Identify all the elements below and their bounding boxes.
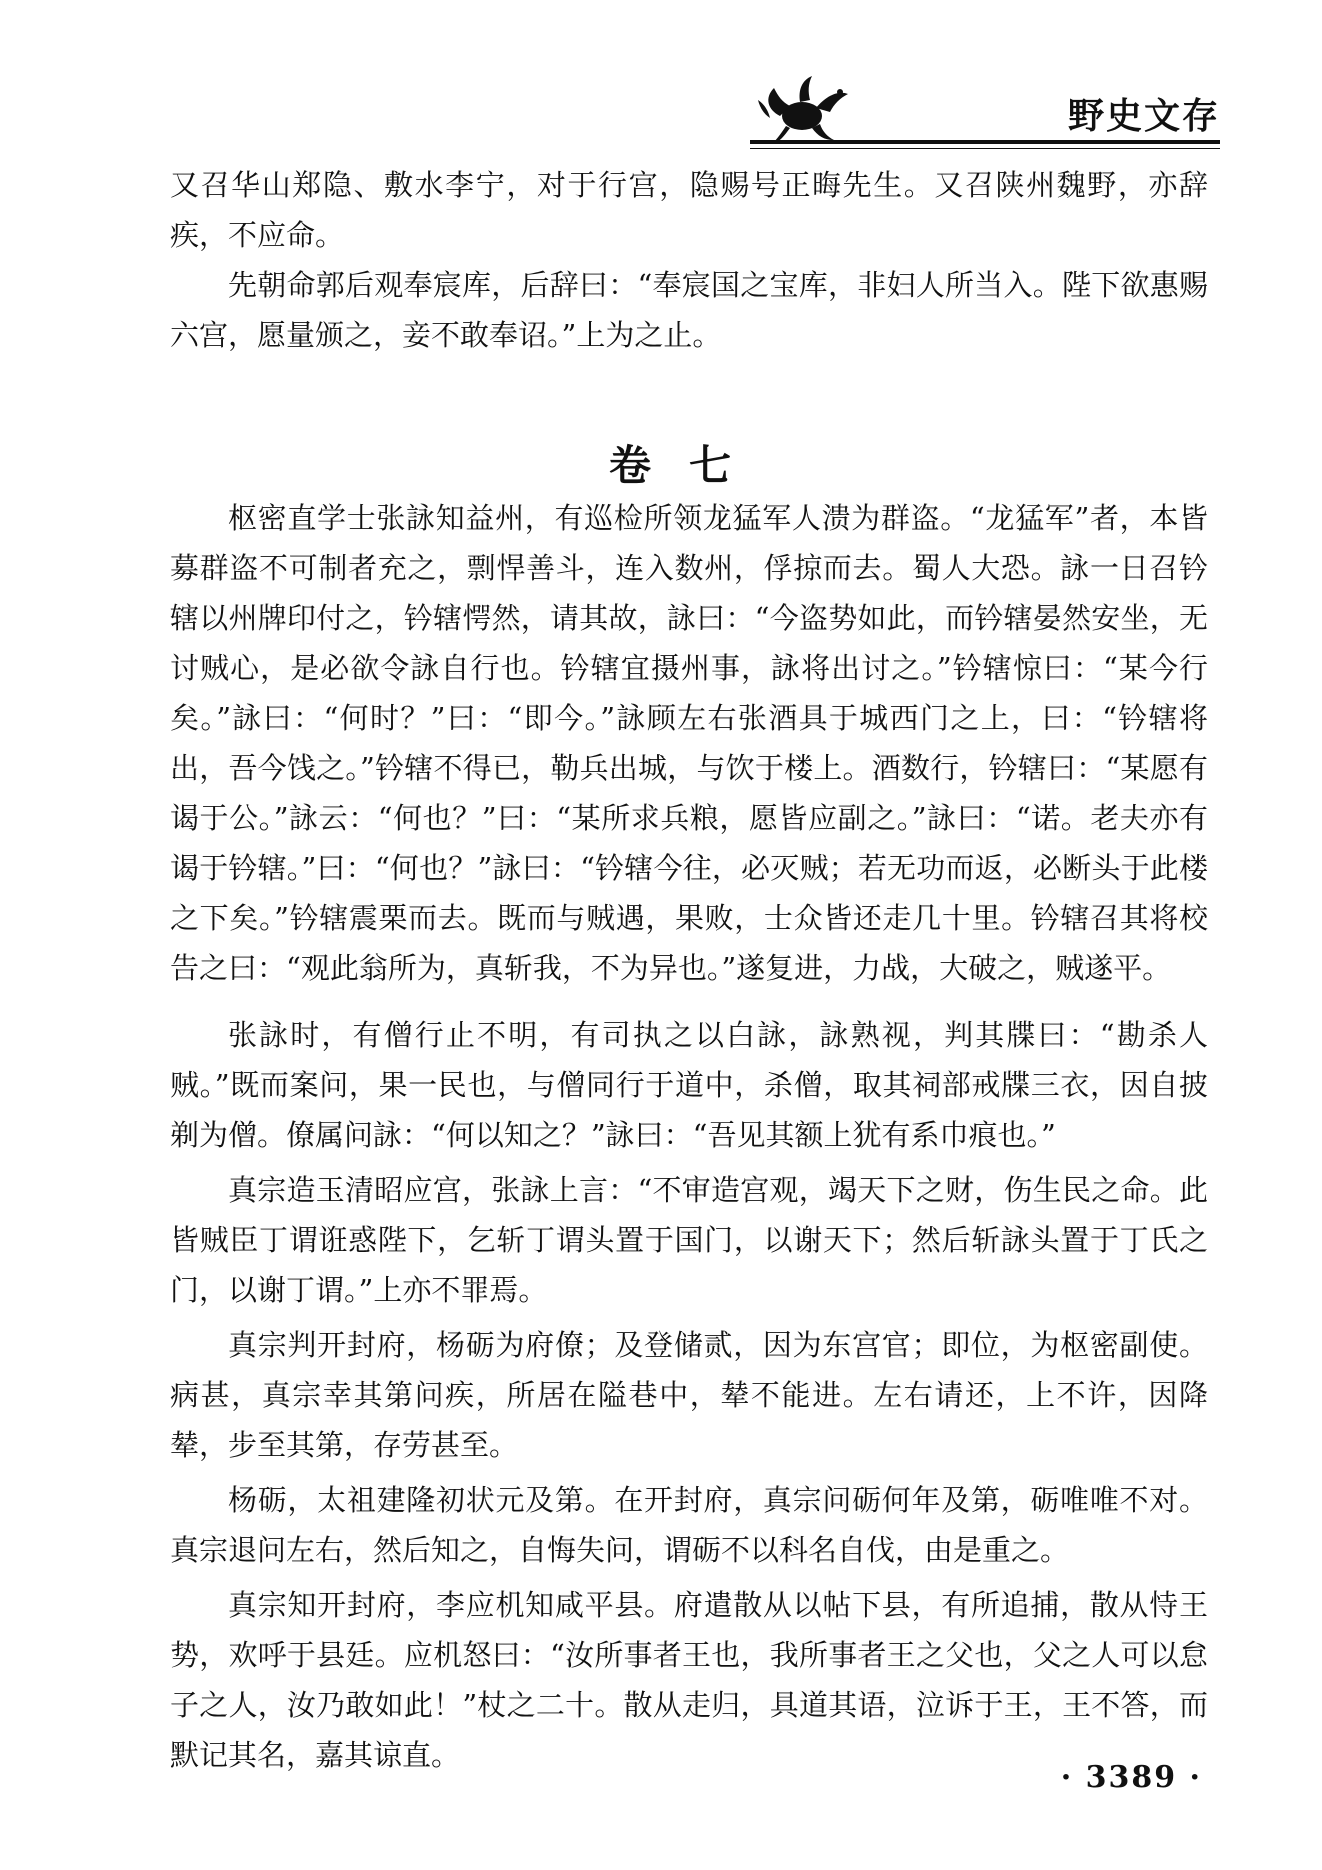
paragraph: 真宗造玉清昭应宫，张詠上言：“不审造宫观，竭天下之财，伤生民之命。此皆贼臣丁谓诳惑陛下，乞斩丁谓头置于国门，以谢天下；然后斩詠头置于丁氏之门，以谢丁谓。”上亦不罪焉。	[170, 1173, 1208, 1307]
series-title: 野史文存	[1067, 96, 1220, 137]
paragraph: 又召华山郑隐、敷水李宁，对于行宫，隐赐号正晦先生。又召陕州魏野，亦辞疾，不应命。	[170, 168, 1208, 252]
paragraph: 真宗判开封府，杨砺为府僚；及登储贰，因为东宫官；即位，为枢密副使。病甚，真宗幸其第问疾，所居在隘巷中，辇不能进。左右请还，上不许，因降辇，步至其第，存劳甚至。	[170, 1328, 1208, 1462]
paragraph: 先朝命郭后观奉宸库，后辞曰：“奉宸国之宝库，非妇人所当入。陛下欲惠赐六宫，愿量颁之，妾不敢奉诏。”上为之止。	[170, 268, 1208, 352]
paragraph: 张詠时，有僧行止不明，有司执之以白詠，詠熟视，判其牒曰：“勘杀人贼。”既而案问，果一民也，与僧同行于道中，杀僧，取其祠部戒牒三衣，因自披剃为僧。僚属问詠：“何以知之？”詠曰：“吾见其额上犹有系巾痕也。”	[170, 1018, 1208, 1152]
page-number: · 3389 ·	[1060, 1760, 1202, 1795]
paragraph: 真宗知开封府，李应机知咸平县。府遣散从以帖下县，有所追捕，散从恃王势，欢呼于县廷。应机怒曰：“汝所事者王也，我所事者王之父也，父之人可以怠子之人，汝乃敢如此！”杖之二十。散从走归，具道其语，泣诉于王，王不答，而默记其名，嘉其谅直。	[170, 1588, 1208, 1772]
paragraph: 杨砺，太祖建隆初状元及第。在开封府，真宗问砺何年及第，砺唯唯不对。真宗退问左右，然后知之，自悔失问，谓砺不以科名自伐，由是重之。	[170, 1483, 1208, 1567]
volume-heading: 卷七	[608, 441, 769, 490]
page-body	[170, 0, 1208, 1870]
paragraph: 枢密直学士张詠知益州，有巡检所领龙猛军人溃为群盗。“龙猛军”者，本皆募群盗不可制者充之，剽悍善斗，连入数州，俘掠而去。蜀人大恐。詠一日召钤辖以州牌印付之，钤辖愕然，请其故，詠曰：“今盗势如此，而钤辖晏然安坐，无讨贼心，是必欲令詠自行也。钤辖宜摄州事，詠将出讨之。”钤辖惊曰：“某今行矣。”詠曰：“何时？”曰：“即今。”詠顾左右张酒具于城西门之上，曰：“钤辖将出，吾今饯之。”钤辖不得已，勒兵出城，与饮于楼上。酒数行，钤辖曰：“某愿有谒于公。”詠云：“何也？”曰：“某所求兵粮，愿皆应副之。”詠曰：“诺。老夫亦有谒于钤辖。”曰：“何也？”詠曰：“钤辖今往，必灭贼；若无功而返，必断头于此楼之下矣。”钤辖震栗而去。既而与贼遇，果败，士众皆还走几十里。钤辖召其将校告之曰：“观此翁所为，真斩我，不为异也。”遂复进，力战，大破之，贼遂平。	[170, 501, 1208, 985]
